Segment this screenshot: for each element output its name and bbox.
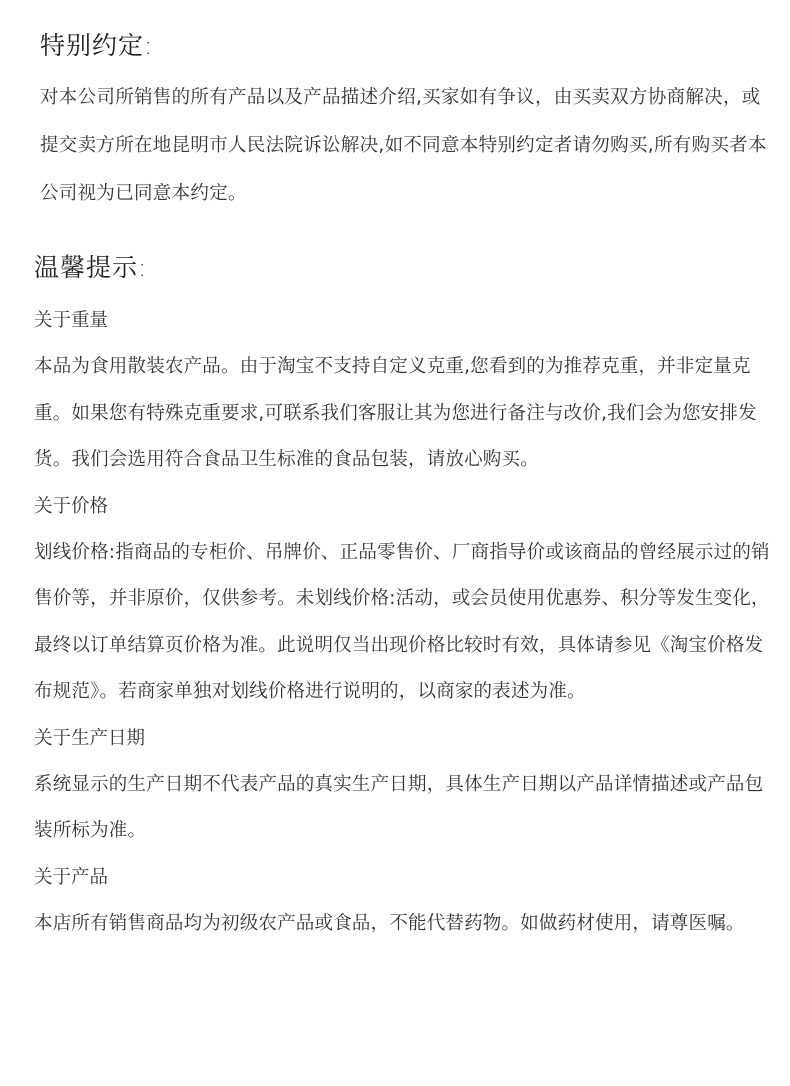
special-agreement-body: 对本公司所销售的所有产品以及产品描述介绍,买家如有争议，由买卖双方协商解决，或提交卖方所在地昆明市人民法院诉讼解决,如不同意本特别约定者请勿购买,所有购买者本公司视为已同意本约定。 [40, 87, 767, 204]
product-topic-title: 关于产品 [34, 866, 109, 888]
weight-topic-body: 本品为食用散装农产品。由于淘宝不支持自定义克重,您看到的为推荐克重，并非定量克重。如果您有特殊克重要求,可联系我们客服让其为您进行备注与改价,我们会为您安排发货。我们会选用符合食品卫生标准的食品包装，请放心购买。 [34, 356, 757, 470]
price-topic-body: 划线价格:指商品的专柜价、吊牌价、正品零售价、厂商指导价或该商品的曾经展示过的销售价等，并非原价，仅供参考。未划线价格:活动，或会员使用优惠券、积分等发生变化，最终以订单结算页价格为准。此说明仅当出现价格比较时有效，具体请参见《淘宝价格发布规范》。若商家单独对划线价格进行说明的，以商家的表述为准。 [34, 541, 770, 702]
special-agreement-section [40, 26, 770, 218]
price-topic [34, 484, 774, 716]
production-date-topic [34, 716, 774, 855]
special-agreement-title: 特别约定: [40, 31, 154, 60]
tips-section [34, 248, 774, 947]
product-topic-body: 本店所有销售商品均为初级农产品或食品，不能代替药物。如做药材使用，请尊医嘱。 [34, 912, 745, 934]
production-date-topic-body: 系统显示的生产日期不代表产品的真实生产日期，具体生产日期以产品详情描述或产品包装所标为准。 [34, 773, 764, 841]
production-date-topic-title: 关于生产日期 [34, 727, 146, 749]
product-topic [34, 855, 774, 948]
weight-topic-title: 关于重量 [34, 310, 109, 331]
price-topic-title: 关于价格 [34, 495, 109, 517]
tips-title: 温馨提示: [34, 253, 148, 282]
weight-topic [34, 298, 774, 484]
